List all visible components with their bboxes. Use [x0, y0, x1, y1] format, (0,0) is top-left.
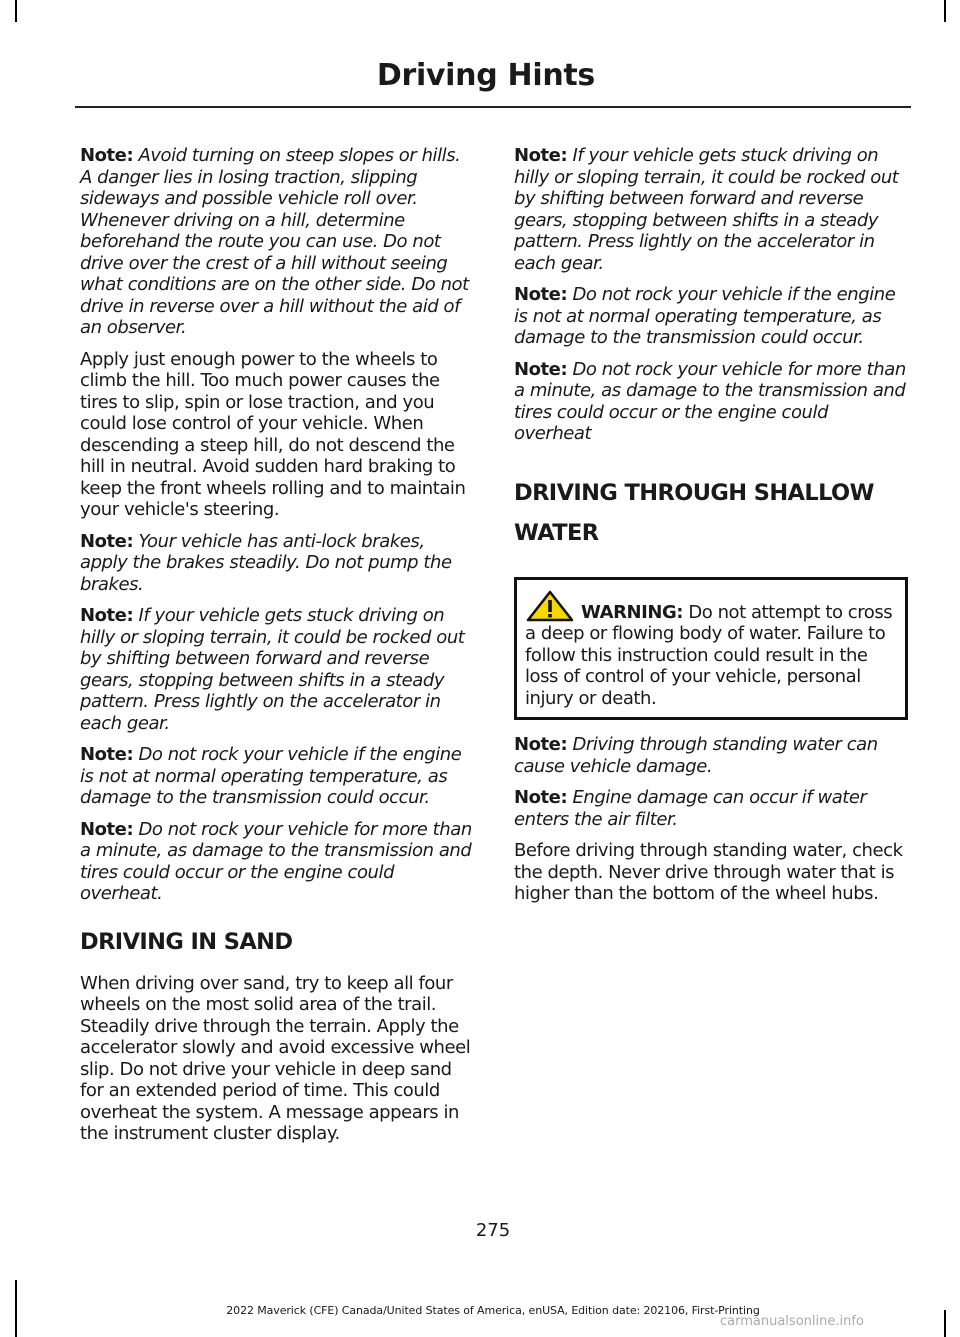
header-rule [75, 106, 911, 108]
note-label: Note: [514, 145, 568, 166]
note-label: Note: [80, 744, 134, 765]
note-text: Driving through standing water can cause vehicle damage. [514, 734, 878, 777]
crop-mark-top-right [944, 0, 946, 22]
page-title: Driving Hints [376, 58, 595, 93]
heading-line-1: DRIVING THROUGH SHALLOW [514, 479, 874, 506]
note-label: Note: [80, 818, 134, 840]
note-label: Note: [514, 284, 568, 305]
note-label: Note: [80, 530, 134, 552]
heading-driving-in-sand: DRIVING IN SAND [80, 928, 293, 955]
note-text: Do not rock your vehicle if the engine is not at normal operating temperature, as damage to the transmission could occur. [514, 284, 896, 348]
warning-triangle-icon [525, 590, 575, 622]
note-text: Engine damage can occur if water enters the air filter. [514, 787, 867, 830]
warning-label: WARNING: [581, 601, 684, 623]
note-text: Do not rock your vehicle if the engine is not at normal operating temperature, as damage to the transmission could occur. [80, 744, 462, 808]
note-label: Note: [80, 605, 134, 626]
note-text: Do not rock your vehicle for more than a minute, as damage to the transmission and tires could occur or the engine could overheat [514, 358, 906, 444]
page-number: 275 [475, 1220, 511, 1241]
note-label: Note: [514, 734, 568, 755]
note-label: Note: [514, 358, 568, 380]
note-text: Your vehicle has anti-lock brakes, apply the brakes steadily. Do not pump the brakes. [80, 530, 452, 595]
left-column [80, 145, 474, 1155]
paragraph-water-depth: Before driving through standing water, check the depth. Never drive through water that is higher than the bottom of the wheel hubs. [514, 840, 903, 904]
note-operating-temperature [514, 284, 908, 349]
note-text: Do not rock your vehicle for more than a minute, as damage to the transmission and tires could occur or the engine could overheat. [80, 818, 472, 904]
heading-line-2: WATER [514, 519, 599, 546]
note-avoid-steep-slopes [80, 145, 474, 339]
note-text: If your vehicle gets stuck driving on hilly or sloping terrain, it could be rocked out by shifting between forward and reverse gears, stopping between shifts in a steady pattern. Press lightly on the accelerator in each gear. [514, 145, 899, 274]
note-operating-temperature [80, 744, 474, 809]
note-text: If your vehicle gets stuck driving on hilly or sloping terrain, it could be rocked out by shifting between forward and reverse gears, stopping between shifts in a steady pattern. Press lightly on the accelerator in each gear. [80, 605, 465, 734]
warning-box [514, 577, 908, 721]
note-air-filter [514, 787, 908, 830]
paragraph-sand: When driving over sand, try to keep all four wheels on the most solid area of the trail. Steadily drive through the terrain. Apply the accelerator slowly and avoid excessive wheel slip. Do not drive your vehicle in deep sand for an extended period of time. This could overheat the system. A message appears in the instrument cluster display. [80, 972, 471, 1144]
right-column [514, 145, 908, 915]
edition-footer: 2022 Maverick (CFE) Canada/United States of America, enUSA, Edition date: 202106, First-Printing [226, 1304, 760, 1317]
watermark: carmanualsonline.info [720, 1314, 864, 1329]
warning-text: Do not attempt to cross a deep or flowing body of water. Failure to follow this instruction could result in the loss of control of your vehicle, personal injury or death. [525, 601, 893, 709]
note-standing-water [514, 734, 908, 777]
note-stuck-rocking [514, 145, 908, 274]
note-label: Note: [514, 787, 568, 808]
crop-mark-top-left [15, 0, 17, 22]
note-label: Note: [80, 145, 134, 166]
note-stuck-rocking [80, 605, 474, 734]
note-text: Avoid turning on steep slopes or hills. A danger lies in losing traction, slipping sideways and possible vehicle roll over. Whenever driving on a hill, determine beforehand the route you can use. Do not drive over the crest of a hill without seeing what conditions are on the other side. Do not drive in reverse over a hill without the aid of an observer. [80, 145, 469, 338]
heading-shallow-water [514, 473, 908, 553]
paragraph-hill-power: Apply just enough power to the wheels to climb the hill. Too much power causes the tires to slip, spin or lose traction, and you could lose control of your vehicle. When descending a steep hill, do not descend the hill in neutral. Avoid sudden hard braking to keep the front wheels rolling and to maintain your vehicle's steering. [80, 348, 466, 520]
note-anti-lock-brakes [80, 531, 474, 596]
note-rock-duration [80, 819, 474, 905]
note-rock-duration [514, 359, 908, 445]
